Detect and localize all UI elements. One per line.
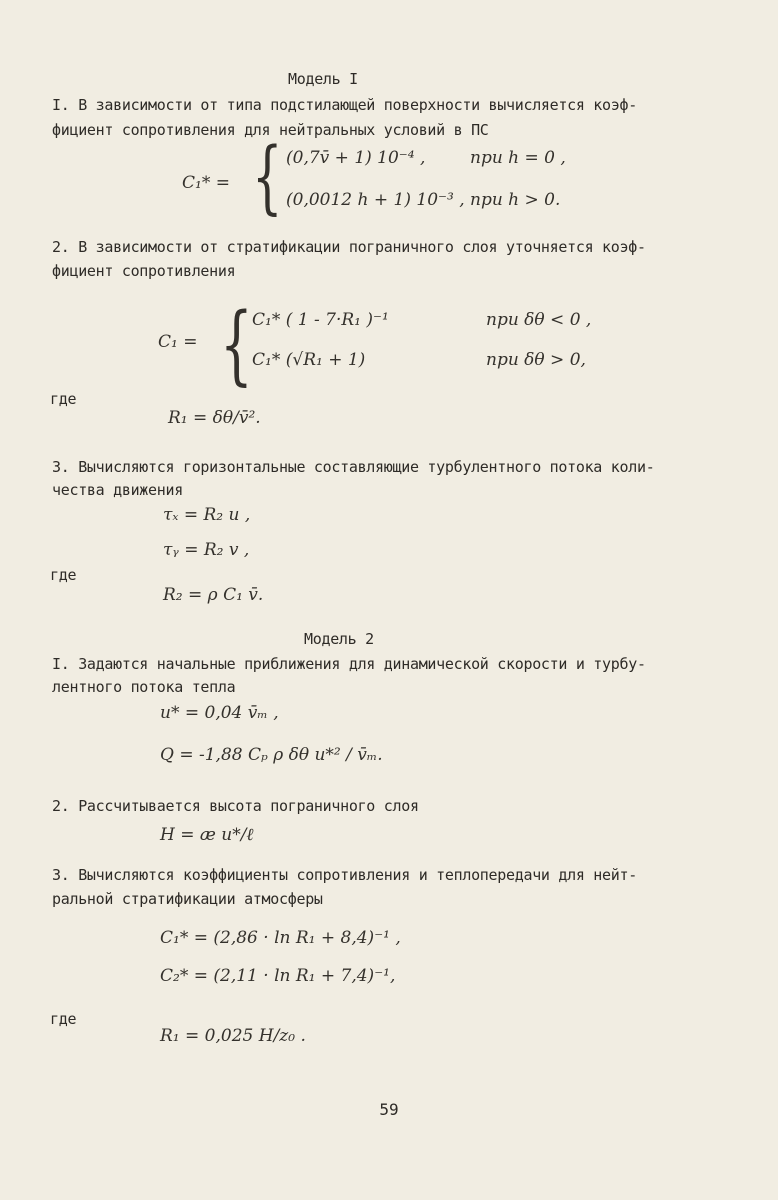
left-brace-icon: { xyxy=(220,295,253,395)
model2-formula2-h: H = æ u*/ℓ xyxy=(160,825,254,845)
model2-formula3-r1: R₁ = 0,025 H/z₀ . xyxy=(160,1026,306,1046)
model1-where-label-2: где xyxy=(50,566,77,584)
model2-item3-line1: 3. Вычисляются коэффициенты сопротивления и теплопередачи для нейт- xyxy=(52,866,637,884)
model1-title: Модель I xyxy=(288,70,358,88)
model2-formula1-q: Q = -1,88 Cₚ ρ δθ u*² / v̄ₘ. xyxy=(160,745,383,765)
model2-formula3-c2: C₂* = (2,11 · ln R₁ + 7,4)⁻¹, xyxy=(160,966,396,986)
model1-item3-line2: чества движения xyxy=(52,481,183,499)
model1-formula1-case2: (0,0012 h + 1) 10⁻³ , xyxy=(286,190,465,210)
model2-item2-line1: 2. Рассчитывается высота пограничного слоя xyxy=(52,797,419,815)
model2-item3-line2: ральной стратификации атмосферы xyxy=(52,890,323,908)
page-number: 59 xyxy=(379,1100,399,1119)
model1-item3-line1: 3. Вычисляются горизонтальные составляющие турбулентного потока коли- xyxy=(52,458,655,476)
left-brace-icon: { xyxy=(252,130,283,223)
model2-item1-line1: I. Задаются начальные приближения для динамической скорости и турбу- xyxy=(52,655,646,673)
model1-formula3-r2: R₂ = ρ C₁ v̄. xyxy=(163,585,264,605)
model1-formula2-definition: R₁ = δθ/v̄². xyxy=(168,408,261,428)
model1-formula2-cond2: при δθ > 0, xyxy=(486,350,586,370)
model1-formula1-case1: (0,7v̄ + 1) 10⁻⁴ , xyxy=(286,148,426,168)
model2-formula1-u-star: u* = 0,04 v̄ₘ , xyxy=(160,703,279,723)
model2-where-label: где xyxy=(50,1010,77,1028)
model1-formula3-tau-x: τₓ = R₂ u , xyxy=(163,505,251,525)
model1-item1-line1: I. В зависимости от типа подстилающей поверхности вычисляется коэф- xyxy=(52,96,637,114)
model1-formula1-cond2: при h > 0. xyxy=(470,190,561,210)
model1-formula2-lhs: C₁ = xyxy=(158,332,198,352)
model2-item1-line2: лентного потока тепла xyxy=(52,678,236,696)
model1-where-label: где xyxy=(50,390,77,408)
model1-item2-line1: 2. В зависимости от стратификации пограничного слоя уточняется коэф- xyxy=(52,238,646,256)
model2-title: Модель 2 xyxy=(304,630,374,648)
model1-formula3-tau-y: τᵧ = R₂ v , xyxy=(163,540,250,560)
model1-formula2-case2: C₁* (√R₁ + 1) xyxy=(252,350,366,370)
model1-formula1-lhs: C₁* = xyxy=(182,173,230,193)
model1-formula1-cond1: при h = 0 , xyxy=(470,148,566,168)
model2-formula3-c1: C₁* = (2,86 · ln R₁ + 8,4)⁻¹ , xyxy=(160,928,401,948)
model1-formula2-case1: C₁* ( 1 - 7·R₁ )⁻¹ xyxy=(252,310,389,330)
model1-formula2-cond1: при δθ < 0 , xyxy=(486,310,592,330)
model1-item1-line2: фициент сопротивления для нейтральных условий в ПС xyxy=(52,121,489,139)
model1-item2-line2: фициент сопротивления xyxy=(52,262,236,280)
